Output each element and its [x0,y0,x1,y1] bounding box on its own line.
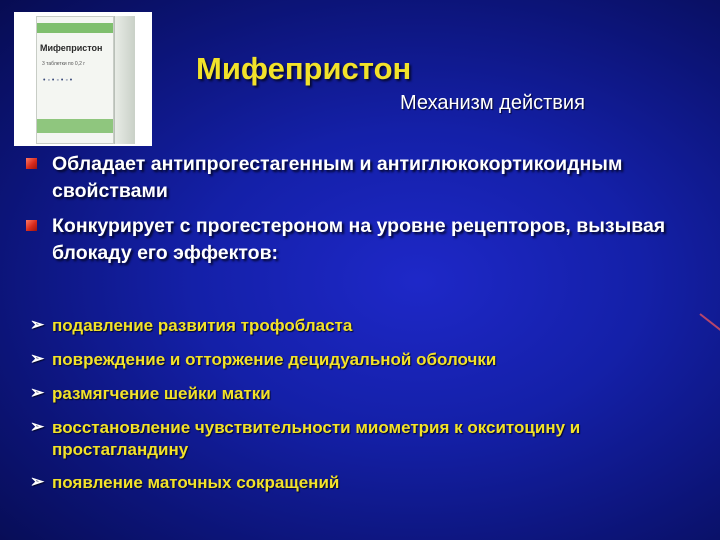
effect-text: появление маточных сокращений [52,473,340,492]
main-bullet-text: Обладает антипрогестагенным и антиглюкокортикоидным свойствами [52,153,623,202]
package-pill-dots: •◦•◦•◦• [43,77,75,84]
package-front [36,16,114,144]
decorative-streak [699,313,720,333]
package-subtext: 3 таблетки по 0,2 г [42,61,86,67]
arrowhead-bullet-icon: ➢ [30,383,45,402]
effect-item [30,417,700,461]
slide-subtitle: Механизм действия [400,92,585,114]
arrowhead-bullet-icon: ➢ [30,349,45,368]
arrowhead-bullet-icon: ➢ [30,315,45,334]
drug-package-image [14,12,152,146]
package-name: Мифепристон [40,43,103,53]
main-bullet [26,213,706,267]
effect-item [30,383,700,405]
effect-text: повреждение и отторжение децидуальной оболочки [52,350,497,369]
arrowhead-bullet-icon: ➢ [30,472,45,491]
effect-text: подавление развития трофобласта [52,316,353,335]
effect-item [30,315,700,337]
red-square-bullet-icon [26,220,37,231]
package-side [114,16,135,144]
effect-text: восстановление чувствительности миометрия к окситоцину и простагландину [52,418,581,459]
main-bullet [26,151,706,205]
main-bullet-text: Конкурирует с прогестероном на уровне рецепторов, вызывая блокаду его эффектов: [52,215,666,264]
red-square-bullet-icon [26,158,37,169]
effect-item [30,349,700,371]
package-stripe [37,119,113,133]
effect-text: размягчение шейки матки [52,384,271,403]
arrowhead-bullet-icon: ➢ [30,417,45,436]
effect-item [30,472,700,494]
package-stripe [37,23,113,33]
slide-title: Мифепристон [196,51,412,86]
